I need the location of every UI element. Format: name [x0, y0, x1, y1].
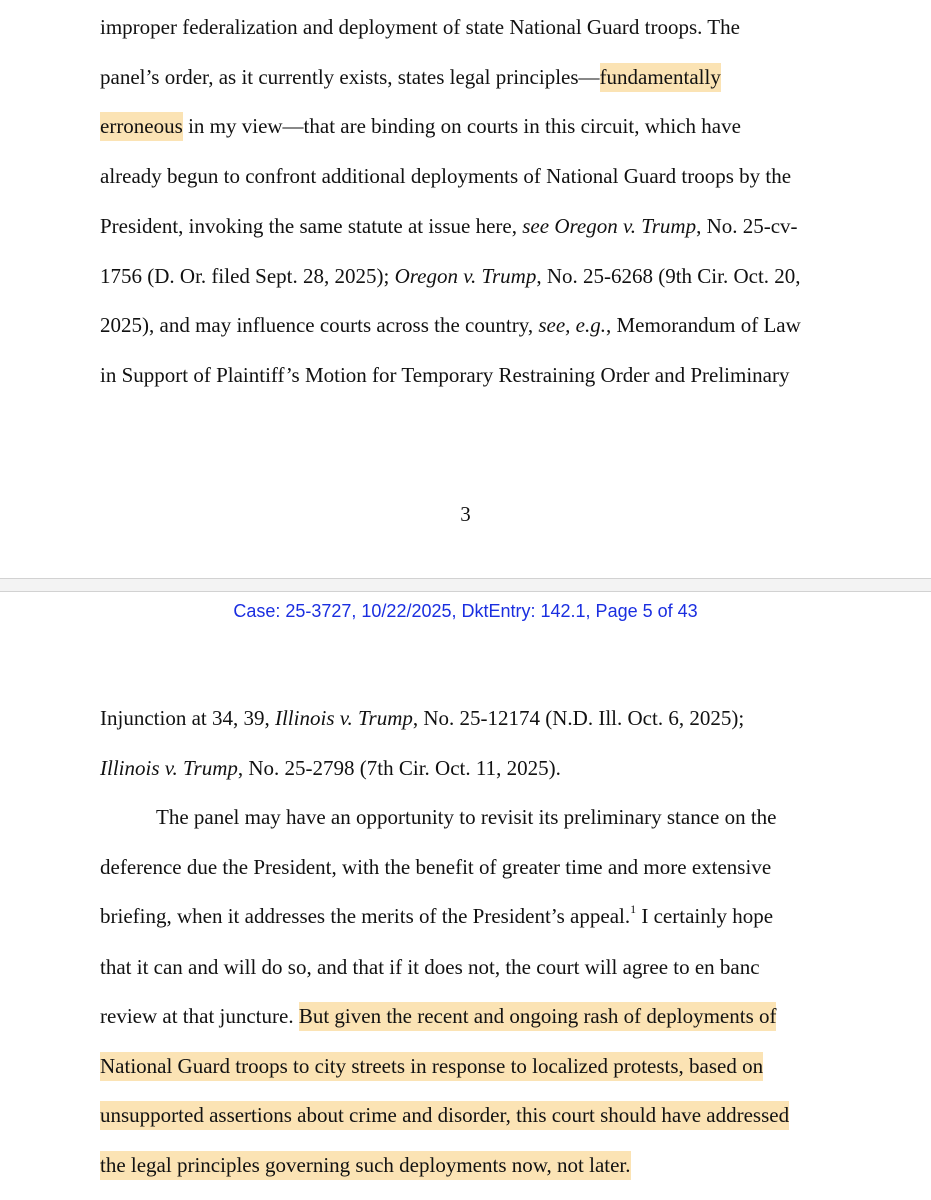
page-number: 3 [460, 502, 471, 526]
text-line [100, 212, 798, 240]
text-line [100, 361, 789, 389]
text-span: The panel may have an opportunity to revisit its preliminary stance on the [156, 805, 777, 829]
text-span: review at that juncture. [100, 1004, 299, 1028]
text-span: , No. 25-12174 (N.D. Ill. Oct. 6, 2025); [412, 706, 745, 730]
case-header: Case: 25-3727, 10/22/2025, DktEntry: 142.1, Page 5 of 43 [233, 601, 698, 621]
text-line [100, 112, 741, 140]
text-line [100, 262, 801, 290]
citation: Oregon v. Trump [394, 264, 537, 288]
text-span: , No. 25-2798 (7th Cir. Oct. 11, 2025). [237, 756, 561, 780]
text-line [100, 162, 791, 190]
text-span: 2025), and may influence courts across the country, [100, 313, 539, 337]
text-span: , No. 25-6268 (9th Cir. Oct. 20, [536, 264, 801, 288]
text-line [100, 704, 744, 732]
text-line [100, 1101, 789, 1129]
text-span: I certainly hope [636, 904, 774, 928]
highlighted-text: National Guard troops to city streets in response to localized protests, based on [100, 1052, 763, 1081]
text-line [100, 1151, 631, 1179]
text-span: briefing, when it addresses the merits of the President’s appeal. [100, 904, 631, 928]
text-line [100, 754, 561, 782]
text-line [100, 1052, 763, 1080]
highlighted-text: fundamentally [600, 63, 721, 92]
text-span: Injunction at 34, 39, [100, 706, 275, 730]
text-span: in Support of Plaintiff’s Motion for Temporary Restraining Order and Preliminary [100, 363, 790, 387]
document-page-3 [0, 0, 931, 578]
citation: Illinois v. Trump [100, 756, 238, 780]
text-span: President, invoking the same statute at issue here, [100, 214, 523, 238]
paragraph-first-line [156, 803, 777, 831]
text-span: 1756 (D. Or. filed Sept. 28, 2025); [100, 264, 395, 288]
citation: see Oregon v. Trump [522, 214, 697, 238]
text-span: , No. 25-cv- [696, 214, 798, 238]
text-line [100, 311, 801, 339]
citation-signal: see, e.g. [538, 313, 606, 337]
page-divider [0, 578, 931, 592]
text-line [100, 953, 760, 981]
text-line [100, 63, 721, 91]
footnote-marker[interactable]: 1 [630, 902, 637, 916]
text-span: already begun to confront additional deployments of National Guard troops by the [100, 164, 792, 188]
text-span: panel’s order, as it currently exists, states legal principles— [100, 65, 600, 89]
highlighted-text: erroneous [100, 112, 183, 141]
text-span: improper federalization and deployment of state National Guard troops. The [100, 15, 740, 39]
citation: Illinois v. Trump [274, 706, 413, 730]
text-span: , Memorandum of Law [605, 313, 801, 337]
text-span: in my view—that are binding on courts in this circuit, which have [182, 114, 741, 138]
text-span: deference due the President, with the benefit of greater time and more extensive [100, 855, 772, 879]
text-line [100, 853, 771, 881]
highlighted-text: the legal principles governing such deployments now, not later. [100, 1151, 631, 1180]
text-line [100, 1002, 776, 1030]
text-span: that it can and will do so, and that if it does not, the court will agree to en banc [100, 955, 760, 979]
text-line [100, 902, 773, 930]
highlighted-text: But given the recent and ongoing rash of deployments of [299, 1002, 777, 1031]
highlighted-text: unsupported assertions about crime and disorder, this court should have addressed [100, 1101, 789, 1130]
text-line [100, 13, 740, 41]
